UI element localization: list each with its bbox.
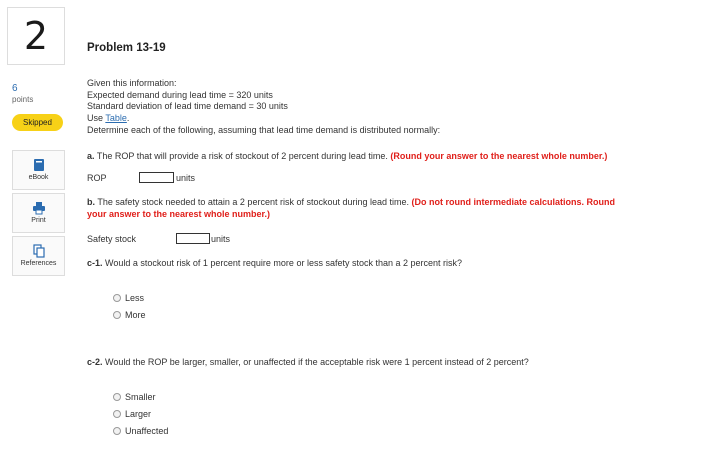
option-more-label: More (125, 310, 146, 320)
expected-demand-text: Expected demand during lead time = 320 units (87, 90, 273, 100)
option-unaffected[interactable] (113, 426, 168, 436)
option-more[interactable] (113, 310, 146, 320)
std-dev-text: Standard deviation of lead time demand = 30 units (87, 101, 288, 111)
ebook-label: eBook (28, 174, 49, 181)
option-unaffected-label: Unaffected (125, 426, 169, 436)
radio-less[interactable] (113, 294, 121, 302)
rop-unit: units (176, 172, 196, 183)
part-c2-label: c-2. (87, 357, 103, 367)
safety-stock-row (87, 233, 230, 244)
part-b-text: The safety stock needed to attain a 2 percent risk of stockout during lead time. (95, 197, 412, 207)
part-a-question (87, 151, 607, 161)
print-button[interactable] (12, 193, 65, 233)
part-a-instruction: (Round your answer to the nearest whole number.) (390, 151, 608, 161)
question-number: 2 (7, 7, 65, 65)
option-less[interactable] (113, 293, 144, 303)
part-c1-question (87, 258, 462, 268)
rop-label: ROP (87, 172, 107, 183)
table-link[interactable]: Table (105, 113, 127, 123)
safety-stock-unit: units (211, 233, 231, 244)
references-button[interactable] (12, 236, 65, 276)
radio-unaffected[interactable] (113, 427, 121, 435)
part-c2-question (87, 357, 529, 367)
print-label: Print (31, 217, 46, 224)
book-icon (32, 158, 46, 172)
part-b-label: b. (87, 197, 95, 207)
radio-larger[interactable] (113, 410, 121, 418)
problem-title: Problem 13-19 (87, 42, 166, 54)
references-label: References (20, 260, 57, 267)
option-larger[interactable] (113, 409, 151, 419)
option-smaller[interactable] (113, 392, 156, 402)
rop-input[interactable] (139, 172, 174, 183)
option-less-label: Less (125, 293, 145, 303)
option-smaller-label: Smaller (125, 392, 156, 402)
safety-stock-input[interactable] (176, 233, 210, 244)
part-a-text: The ROP that will provide a risk of stockout of 2 percent during lead time. (94, 151, 391, 161)
radio-smaller[interactable] (113, 393, 121, 401)
radio-more[interactable] (113, 311, 121, 319)
use-suffix: . (126, 113, 130, 123)
use-table-line (87, 113, 129, 123)
determine-text: Determine each of the following, assuming that lead time demand is distributed normally: (87, 125, 441, 135)
intro-text: Given this information: (87, 78, 177, 88)
points-value: 6 (12, 83, 18, 94)
part-a-label: a. (87, 151, 95, 161)
part-b-instruction-1: (Do not round intermediate calculations. Round (411, 197, 616, 207)
rop-row (87, 172, 195, 183)
part-c2-text: Would the ROP be larger, smaller, or unaffected if the acceptable risk were 1 percent instead of 2 percent? (102, 357, 529, 367)
printer-icon (32, 201, 46, 215)
option-larger-label: Larger (125, 409, 152, 419)
part-c1-label: c-1. (87, 258, 103, 268)
points-label: points (12, 95, 34, 104)
part-b-instruction-2: your answer to the nearest whole number.) (87, 209, 271, 219)
part-b-question (87, 197, 615, 207)
part-c1-text: Would a stockout risk of 1 percent require more or less safety stock than a 2 percent risk? (102, 258, 463, 268)
status-badge: Skipped (12, 114, 63, 131)
safety-stock-label: Safety stock (87, 233, 137, 244)
use-prefix: Use (87, 113, 106, 123)
documents-icon (32, 244, 46, 258)
ebook-button[interactable] (12, 150, 65, 190)
